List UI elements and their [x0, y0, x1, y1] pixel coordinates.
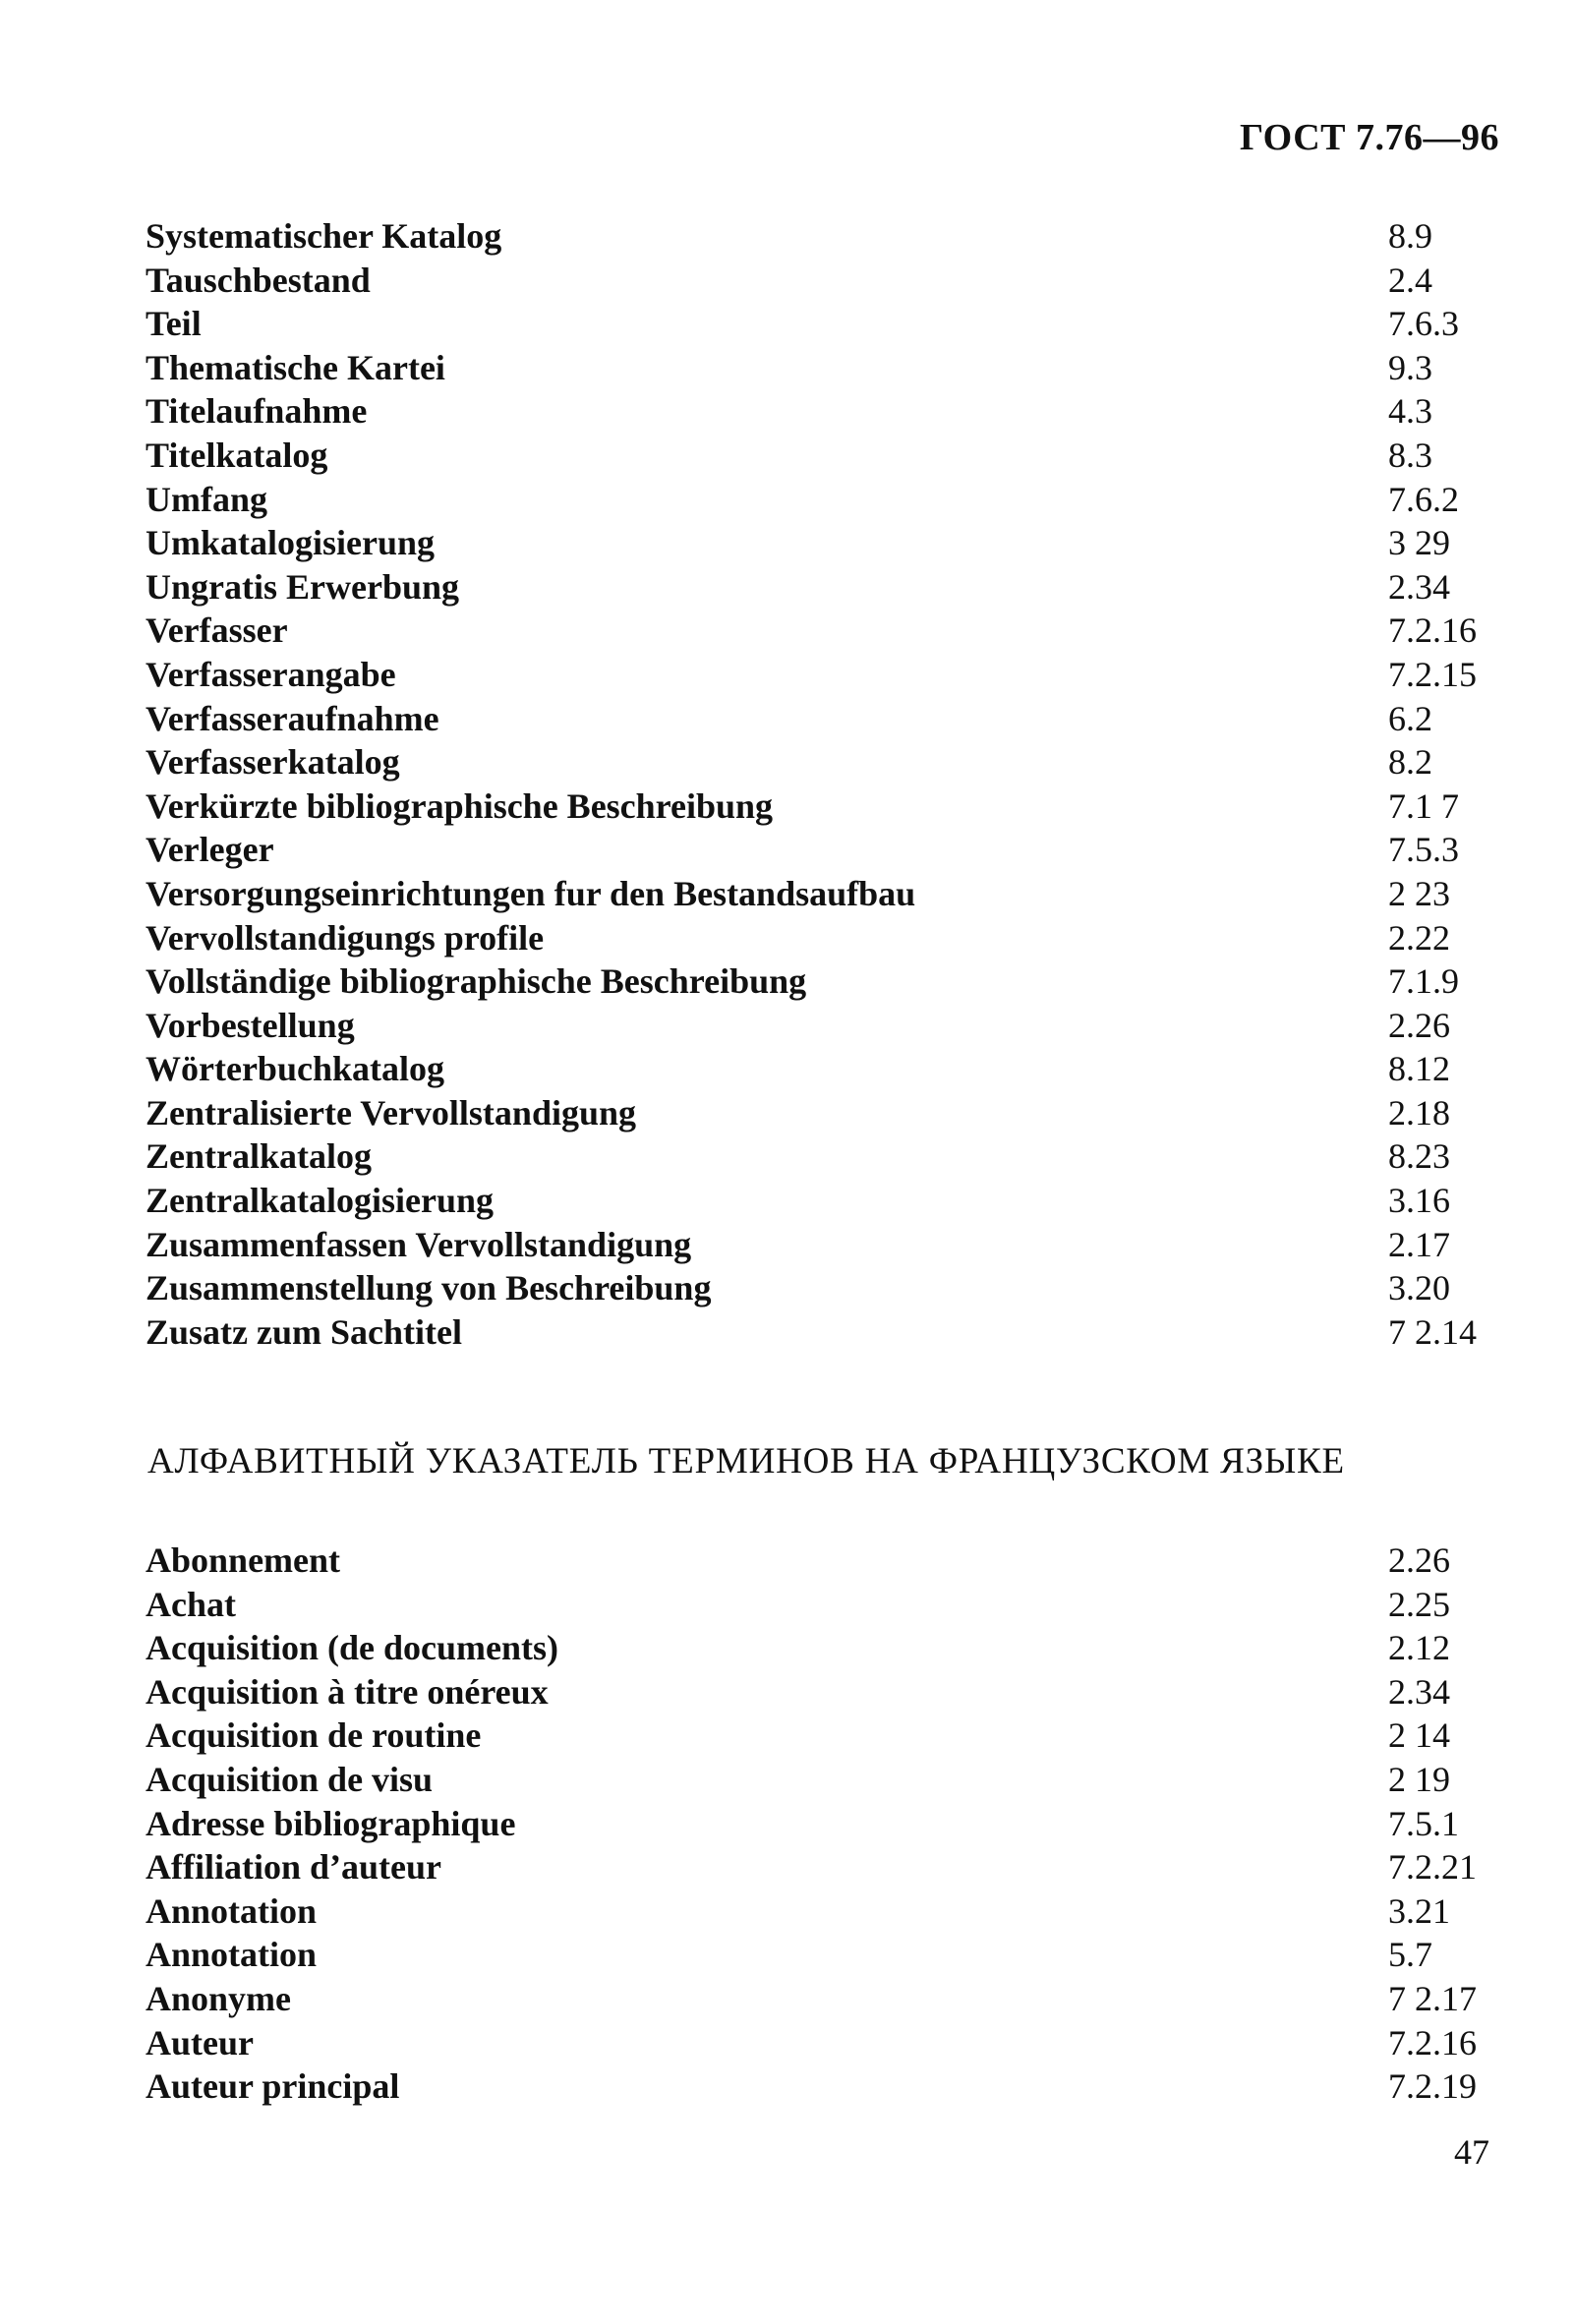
index-entry: [146, 478, 1502, 522]
index-term: Titelkatalog: [146, 435, 328, 475]
index-entry: [146, 1670, 1502, 1714]
index-reference: 9.3: [1388, 347, 1432, 387]
index-reference: 2 19: [1388, 1759, 1450, 1799]
index-term: Annotation: [146, 1935, 318, 1975]
index-term: Verfasserangabe: [146, 654, 396, 694]
index-term: Zusammenfassen Vervollstandigung: [146, 1224, 692, 1264]
index-reference: 7.1.9: [1388, 961, 1459, 1002]
index-term: Zusatz zum Sachtitel: [146, 1311, 462, 1352]
index-term: Zusammenstellung von Beschreibung: [146, 1268, 712, 1308]
index-term: Adresse bibliographique: [146, 1803, 516, 1843]
index-entry: [146, 1714, 1502, 1758]
index-entry: [146, 1539, 1502, 1583]
index-term: Vollständige bibliographische Beschreibung: [146, 961, 807, 1002]
index-entry: [146, 1310, 1502, 1355]
index-reference: 2.18: [1388, 1092, 1450, 1133]
index-entry: [146, 1626, 1502, 1670]
index-entry: [146, 740, 1502, 784]
index-term: Vorbestellung: [146, 1005, 355, 1045]
index-entry: [146, 1977, 1502, 2021]
index-term: Achat: [146, 1584, 236, 1624]
index-entry: [146, 1223, 1502, 1267]
index-reference: 7.6.2: [1388, 479, 1459, 519]
index-entry: [146, 214, 1502, 259]
index-entry: [146, 1845, 1502, 1889]
index-term: Wörterbuchkatalog: [146, 1049, 444, 1089]
index-reference: 7.5.1: [1388, 1803, 1459, 1843]
index-term: Ungratis Erwerbung: [146, 566, 460, 607]
index-entry: [146, 2064, 1502, 2109]
index-term: Acquisition de visu: [146, 1759, 434, 1799]
index-entry: [146, 302, 1502, 346]
index-entry: [146, 1758, 1502, 1802]
index-term: Zentralisierte Vervollstandigung: [146, 1092, 637, 1133]
index-entry: [146, 1889, 1502, 1934]
index-term: Anonyme: [146, 1978, 292, 2018]
index-reference: 7 2.14: [1388, 1311, 1477, 1352]
index-entry: [146, 565, 1502, 610]
page-number: 47: [1454, 2132, 1489, 2172]
index-reference: 5.7: [1388, 1935, 1432, 1975]
index-reference: 2.22: [1388, 917, 1450, 958]
index-reference: 7.2.16: [1388, 610, 1477, 651]
index-term: Umfang: [146, 479, 267, 519]
index-entry: [146, 609, 1502, 653]
index-reference: 7 2.17: [1388, 1978, 1477, 2018]
index-entry: [146, 959, 1502, 1004]
index-reference: 3.16: [1388, 1181, 1450, 1221]
index-entry: [146, 521, 1502, 565]
index-term: Titelaufnahme: [146, 391, 368, 432]
index-term: Acquisition à titre onéreux: [146, 1671, 549, 1712]
index-entry: [146, 1004, 1502, 1048]
index-reference: 2.4: [1388, 260, 1432, 300]
index-reference: 2.34: [1388, 566, 1450, 607]
index-entry: [146, 784, 1502, 829]
index-entry: [146, 2021, 1502, 2065]
index-reference: 2.12: [1388, 1628, 1450, 1668]
index-reference: 2 23: [1388, 873, 1450, 913]
index-reference: 2 14: [1388, 1715, 1450, 1756]
index-reference: 8.9: [1388, 216, 1432, 256]
index-term: Zentralkatalogisierung: [146, 1181, 495, 1221]
index-term: Tauschbestand: [146, 260, 371, 300]
index-reference: 8.3: [1388, 435, 1432, 475]
index-entry: [146, 1583, 1502, 1627]
index-term: Abonnement: [146, 1540, 341, 1580]
index-term: Umkatalogisierung: [146, 523, 436, 563]
index-reference: 6.2: [1388, 698, 1432, 738]
index-entry: [146, 697, 1502, 741]
index-reference: 2.25: [1388, 1584, 1450, 1624]
index-reference: 2.34: [1388, 1671, 1450, 1712]
index-entry: [146, 1933, 1502, 1977]
german-term-index: [146, 214, 1502, 1354]
index-term: Versorgungseinrichtungen fur den Bestandsaufbau: [146, 873, 916, 913]
index-entry: [146, 1179, 1502, 1223]
french-term-index: [146, 1539, 1502, 2109]
index-term: Teil: [146, 304, 202, 344]
index-reference: 7.6.3: [1388, 304, 1459, 344]
index-reference: 8.12: [1388, 1049, 1450, 1089]
index-term: Auteur: [146, 2022, 254, 2063]
index-term: Annotation: [146, 1890, 318, 1931]
index-term: Vervollstandigungs profile: [146, 917, 545, 958]
index-entry: [146, 1802, 1502, 1846]
index-entry: [146, 653, 1502, 697]
index-reference: 7.2.15: [1388, 654, 1477, 694]
index-reference: 2.17: [1388, 1224, 1450, 1264]
index-reference: 8.23: [1388, 1136, 1450, 1177]
index-reference: 7.2.16: [1388, 2022, 1477, 2063]
index-reference: 4.3: [1388, 391, 1432, 432]
index-term: Affiliation d’auteur: [146, 1847, 441, 1888]
index-entry: [146, 434, 1502, 478]
index-term: Verfasserkatalog: [146, 742, 400, 783]
index-reference: 7.5.3: [1388, 830, 1459, 870]
index-entry: [146, 1091, 1502, 1135]
index-term: Verleger: [146, 830, 274, 870]
index-entry: [146, 389, 1502, 434]
index-reference: 7.2.19: [1388, 2066, 1477, 2107]
index-entry: [146, 259, 1502, 303]
index-term: Verfasseraufnahme: [146, 698, 439, 738]
index-term: Verkürzte bibliographische Beschreibung: [146, 785, 774, 826]
index-entry: [146, 916, 1502, 960]
index-entry: [146, 1134, 1502, 1179]
index-term: Systematischer Katalog: [146, 216, 502, 256]
index-reference: 2.26: [1388, 1540, 1450, 1580]
index-reference: 8.2: [1388, 742, 1432, 783]
index-reference: 3.20: [1388, 1268, 1450, 1308]
index-entry: [146, 828, 1502, 872]
standard-header: ГОСТ 7.76—96: [1239, 117, 1499, 158]
index-reference: 3.21: [1388, 1890, 1450, 1931]
index-entry: [146, 1047, 1502, 1091]
index-term: Zentralkatalog: [146, 1136, 372, 1177]
index-term: Acquisition (de documents): [146, 1628, 559, 1668]
index-term: Auteur principal: [146, 2066, 400, 2107]
index-entry: [146, 872, 1502, 916]
index-entry: [146, 1266, 1502, 1310]
index-term: Acquisition de routine: [146, 1715, 482, 1756]
index-reference: 3 29: [1388, 523, 1450, 563]
index-entry: [146, 346, 1502, 390]
french-index-title: АЛФАВИТНЫЙ УКАЗАТЕЛЬ ТЕРМИНОВ НА ФРАНЦУЗСКОМ ЯЗЫКЕ: [147, 1441, 1345, 1482]
index-term: Verfasser: [146, 610, 288, 651]
index-reference: 2.26: [1388, 1005, 1450, 1045]
index-reference: 7.2.21: [1388, 1847, 1477, 1888]
index-reference: 7.1 7: [1388, 785, 1459, 826]
index-term: Thematische Kartei: [146, 347, 445, 387]
